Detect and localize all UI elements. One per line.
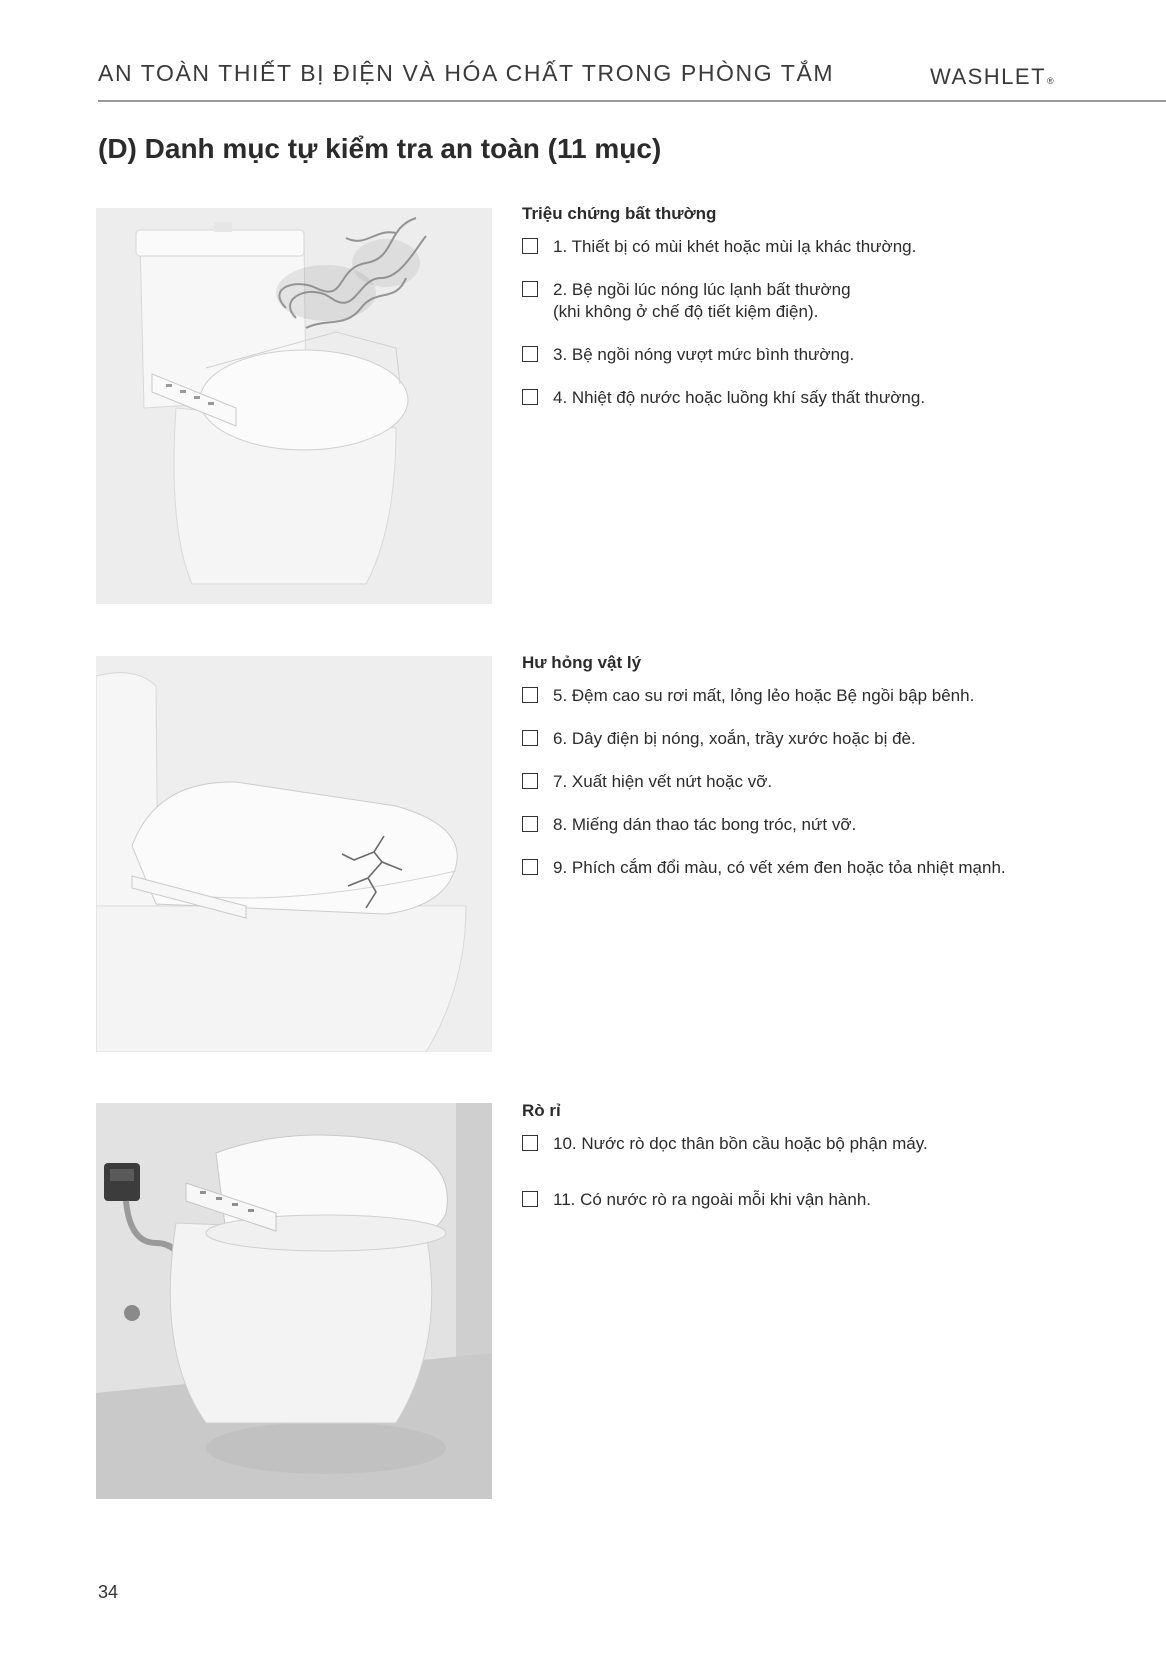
item-text: 3. Bệ ngồi nóng vượt mức bình thường. (553, 345, 855, 364)
checklist-item-8[interactable] (522, 814, 1142, 836)
checklist-item-4[interactable] (522, 387, 1142, 409)
cracked-seat-photo (96, 656, 492, 1052)
checkbox[interactable] (522, 816, 538, 832)
cracked-seat-icon (96, 656, 492, 1052)
brand-name: WASHLET (930, 64, 1047, 89)
checkbox[interactable] (522, 1191, 538, 1207)
item-subtext: (khi không ở chế độ tiết kiệm điện). (553, 302, 819, 321)
item-text: 4. Nhiệt độ nước hoặc luồng khí sấy thất thường. (553, 388, 926, 407)
brand-registered-mark: ® (1047, 76, 1056, 86)
checklist-item-10[interactable] (522, 1133, 1142, 1155)
checkbox[interactable] (522, 730, 538, 746)
item-text: 5. Đệm cao su rơi mất, lỏng lẻo hoặc Bệ ngồi bập bênh. (553, 686, 975, 705)
item-text: 9. Phích cắm đổi màu, có vết xém đen hoặc tỏa nhiệt mạnh. (553, 858, 1006, 877)
header-title: AN TOÀN THIẾT BỊ ĐIỆN VÀ HÓA CHẤT TRONG PHÒNG TẮM (98, 60, 835, 86)
checkbox[interactable] (522, 859, 538, 875)
checklist-item-2[interactable] (522, 279, 1142, 323)
checkbox[interactable] (522, 238, 538, 254)
checklist-item-7[interactable] (522, 771, 1142, 793)
checklist-item-3[interactable] (522, 344, 1142, 366)
page-number: 34 (98, 1582, 119, 1602)
leaking-toilet-photo (96, 1103, 492, 1499)
section-heading: Triệu chứng bất thường (522, 204, 717, 223)
section-heading: Rò rỉ (522, 1101, 561, 1120)
toilet-smoke-photo (96, 208, 492, 604)
item-text: 7. Xuất hiện vết nứt hoặc vỡ. (553, 772, 773, 791)
brand-logo (930, 64, 1055, 90)
section-leakage (522, 1101, 1142, 1211)
item-text: 2. Bệ ngồi lúc nóng lúc lạnh bất thường (553, 280, 851, 299)
page-title: (D) Danh mục tự kiểm tra an toàn (11 mục) (98, 133, 662, 164)
leaking-toilet-icon (96, 1103, 492, 1499)
item-text: 1. Thiết bị có mùi khét hoặc mùi lạ khác thường. (553, 237, 917, 256)
item-text: 10. Nước rò dọc thân bồn cầu hoặc bộ phận máy. (553, 1134, 928, 1153)
checkbox[interactable] (522, 281, 538, 297)
item-text: 6. Dây điện bị nóng, xoắn, trầy xước hoặc bị đè. (553, 729, 916, 748)
header-divider (98, 100, 1166, 102)
checklist-item-1[interactable] (522, 236, 1142, 258)
checkbox[interactable] (522, 346, 538, 362)
checkbox[interactable] (522, 1135, 538, 1151)
checklist-item-11[interactable] (522, 1189, 1142, 1211)
item-text: 11. Có nước rò ra ngoài mỗi khi vận hành. (553, 1190, 871, 1209)
section-abnormal-symptoms (522, 204, 1142, 409)
toilet-with-smoke-icon (96, 208, 492, 604)
checklist-item-6[interactable] (522, 728, 1142, 750)
section-heading: Hư hỏng vật lý (522, 653, 642, 672)
checklist-item-9[interactable] (522, 857, 1142, 879)
checkbox[interactable] (522, 773, 538, 789)
checkbox[interactable] (522, 687, 538, 703)
checkbox[interactable] (522, 389, 538, 405)
section-physical-damage (522, 653, 1142, 879)
checklist-item-5[interactable] (522, 685, 1142, 707)
item-text: 8. Miếng dán thao tác bong tróc, nứt vỡ. (553, 815, 857, 834)
